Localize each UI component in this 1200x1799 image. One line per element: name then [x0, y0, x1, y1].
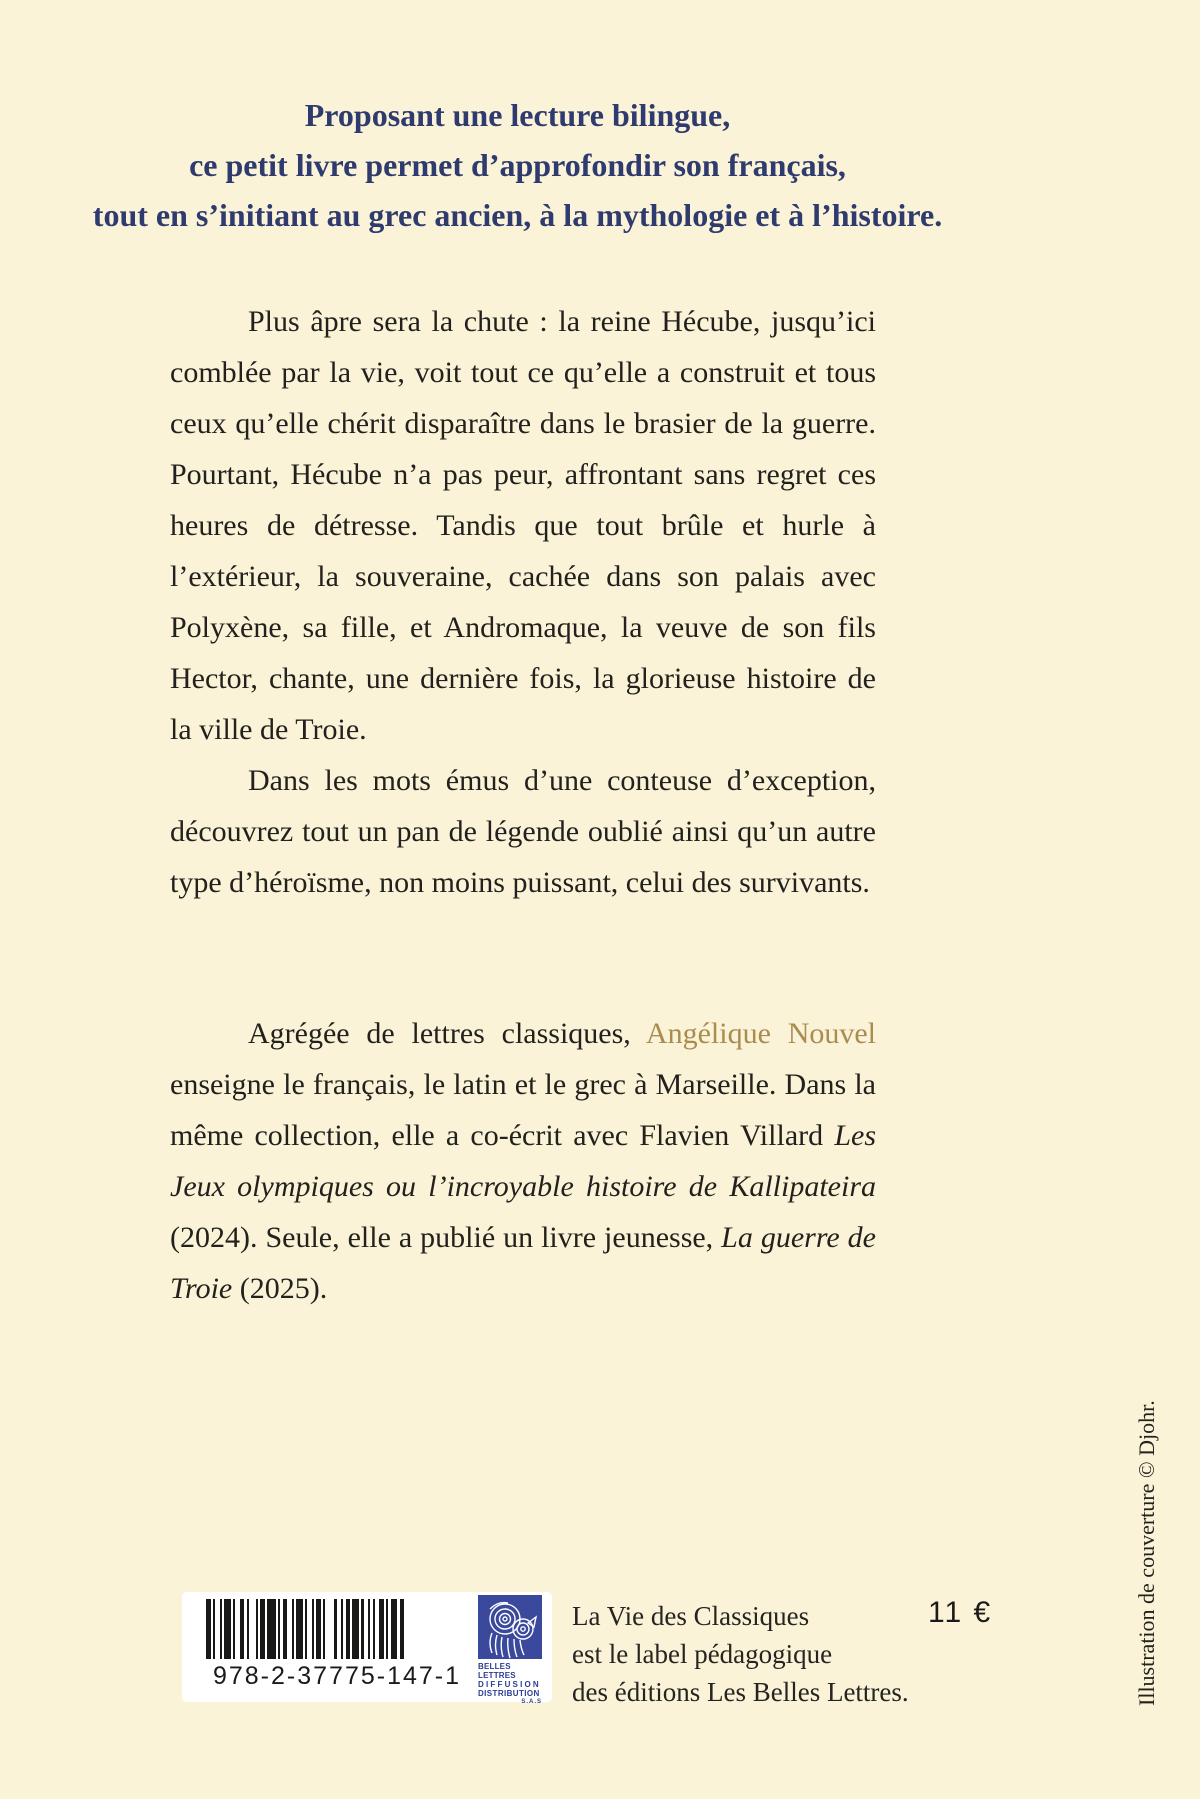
logo-line-sas: S.A.S	[521, 1699, 542, 1705]
publisher-line-2: est le label pédagogique	[572, 1639, 833, 1669]
author-bio	[170, 1008, 876, 1314]
synopsis-paragraph-1: Plus âpre sera la chute : la reine Hécube, jusqu’ici comblée par la vie, voit tout ce qu’elle a construit et tous ceux qu’elle chérit disparaître dans le brasier de la guerre. Pourtant, Hécube n’a pas peur, affrontant sans regret ces heures de détresse. Tandis que tout brûle et hurle à l’extérieur, la souveraine, cachée dans son palais avec Polyxène, sa fille, et Andromaque, la veuve de son fils Hector, chante, une dernière fois, la glorieuse histoire de la ville de Troie.	[170, 305, 876, 746]
logo-line-belles-lettres: BELLES LETTRES	[478, 1662, 516, 1680]
intro-line-1: Proposant une lecture bilingue,	[304, 97, 731, 133]
publisher-line-1: La Vie des Classiques	[572, 1601, 810, 1631]
book-title-guerre-de-troie: La guerre de Troie	[170, 1221, 876, 1305]
isbn-number: 978-2-37775-147-1	[212, 1662, 462, 1690]
intro-line-3: tout en s’initiant au grec ancien, à la mythologie et à l’histoire.	[92, 197, 943, 233]
belles-lettres-diffusion-logo	[478, 1595, 546, 1707]
author-name: Angélique Nouvel	[645, 1017, 877, 1050]
logo-line-diffusion: DIFFUSION	[478, 1680, 541, 1689]
bio-text: (2025).	[232, 1272, 328, 1305]
publisher-note	[572, 1597, 932, 1711]
price: 11 €	[928, 1596, 993, 1629]
logo-wordmark	[478, 1662, 542, 1707]
barcode	[206, 1599, 468, 1659]
bio-text: enseigne le français, le latin et le grec à Marseille. Dans la même collection, elle a co-écrit avec Flavien Villard	[170, 1068, 876, 1152]
bio-text: Agrégée de lettres classiques,	[248, 1017, 646, 1050]
credit-text: Illustration de couverture © Djohr.	[1134, 1400, 1159, 1706]
intro-text	[60, 90, 975, 240]
intro-line-2: ce petit livre permet d’approfondir son français,	[189, 147, 846, 183]
logo-line-distribution: DISTRIBUTION	[478, 1689, 540, 1698]
bio-text: (2024). Seule, elle a publié un livre jeunesse,	[170, 1221, 722, 1254]
author-bio-paragraph	[170, 1008, 876, 1314]
synopsis	[170, 296, 876, 908]
publisher-line-3: des éditions Les Belles Lettres.	[572, 1677, 909, 1707]
owl-icon	[478, 1595, 542, 1659]
synopsis-paragraph-2: Dans les mots émus d’une conteuse d’exception, découvrez tout un pan de légende oublié ainsi qu’un autre type d’héroïsme, non moins puissant, celui des survivants.	[170, 764, 876, 899]
book-title-kallipateira: Les Jeux olympiques ou l’incroyable histoire de Kallipateira	[170, 1119, 876, 1203]
barcode-panel	[182, 1592, 552, 1705]
